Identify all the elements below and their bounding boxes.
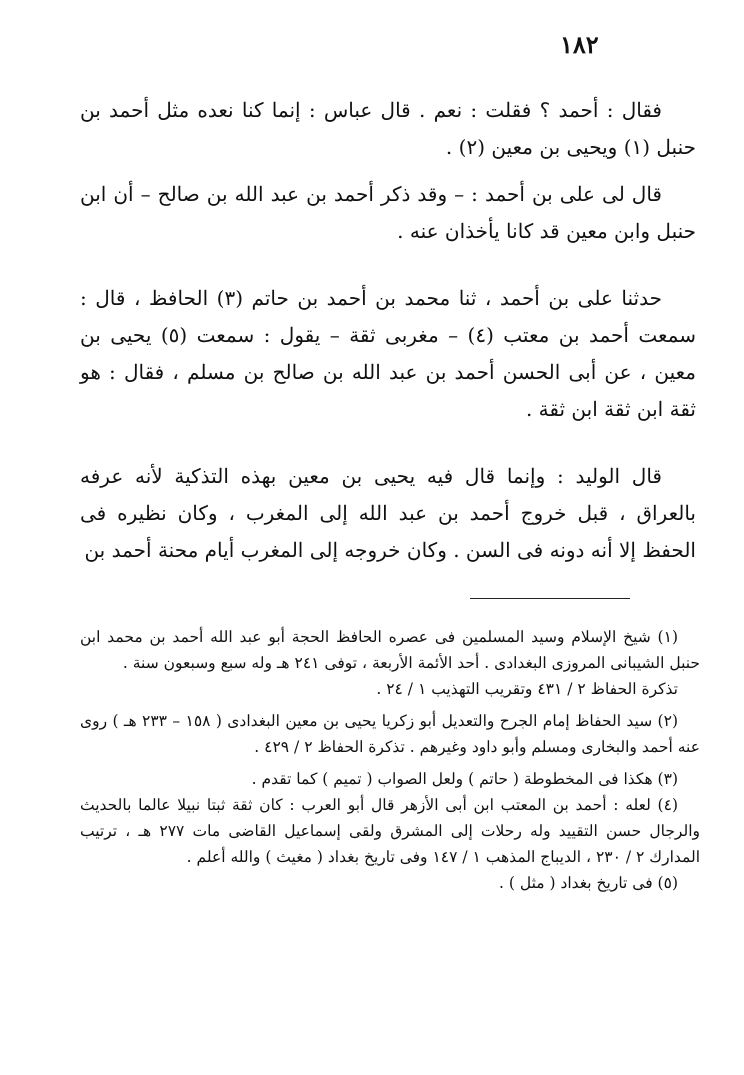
page-number: ١٨٢: [560, 30, 599, 59]
footnote: (٣) هكذا فى المخطوطة ( حاتم ) ولعل الصواب ( تميم ) كما تقدم .: [251, 770, 678, 788]
footnote: (٥) فى تاريخ بغداد ( مثل ) .: [499, 874, 678, 892]
footnote-reference: تذكرة الحفاظ ٢ / ٤٣١ وتقريب التهذيب ١ / ٢٤ .: [376, 680, 678, 698]
main-text: [80, 92, 696, 569]
footnote: (٤) لعله : أحمد بن المعتب ابن أبى الأزهر قال أبو العرب : كان ثقة ثبتا نبيلا عالما بالحديث والرجال حسن التقييد وله رحلات إلى المشرق ولقى إسماعيل القاضى مات ٢٧٧ هـ ، ترتيب المدارك ٢ / ٢٣٠ ، الديباج المذهب ١ / ١٤٧ وفى تاريخ بغداد ( مغيث ) والله أعلم .: [80, 796, 700, 866]
paragraph: فقال : أحمد ؟ فقلت : نعم . قال عباس : إنما كنا نعده مثل أحمد بن حنبل (١) ويحيى بن معين (٢) .: [80, 98, 696, 159]
footnotes: [80, 624, 700, 896]
footnote: (١) شيخ الإسلام وسيد المسلمين فى عصره الحافظ الحجة أبو عبد الله أحمد بن محمد ابن حنبل الشيبانى المروزى البغدادى . أحد الأئمة الأربعة ، توفى ٢٤١ هـ وله سبع وسبعون سنة .: [80, 628, 700, 672]
footnote-separator: [470, 598, 630, 599]
paragraph: قال الوليد : وإنما قال فيه يحيى بن معين بهذه التذكية لأنه عرفه بالعراق ، قبل خروج أحمد بن عبد الله إلى المغرب ، وكان نظيره فى الحفظ إلا أنه دونه فى السن . وكان خروجه إلى المغرب أيام محنة أحمد بن: [80, 464, 696, 562]
footnote: (٢) سيد الحفاظ إمام الجرح والتعديل أبو زكريا يحيى بن معين البغدادى ( ١٥٨ – ٢٣٣ هـ ) روى عنه أحمد والبخارى ومسلم وأبو داود وغيرهم . تذكرة الحفاظ ٢ / ٤٢٩ .: [80, 712, 700, 756]
paragraph: حدثنا على بن أحمد ، ثنا محمد بن أحمد بن حاتم (٣) الحافظ ، قال : سمعت أحمد بن معتب (٤) – مغربى ثقة – يقول : سمعت (٥) يحيى بن معين ، عن أبى الحسن أحمد بن عبد الله بن صالح بن مسلم ، فقال : هو ثقة ابن ثقة ابن ثقة .: [80, 286, 696, 421]
paragraph: قال لى على بن أحمد : – وقد ذكر أحمد بن عبد الله بن صالح – أن ابن حنبل وابن معين قد كانا يأخذان عنه .: [80, 182, 696, 243]
